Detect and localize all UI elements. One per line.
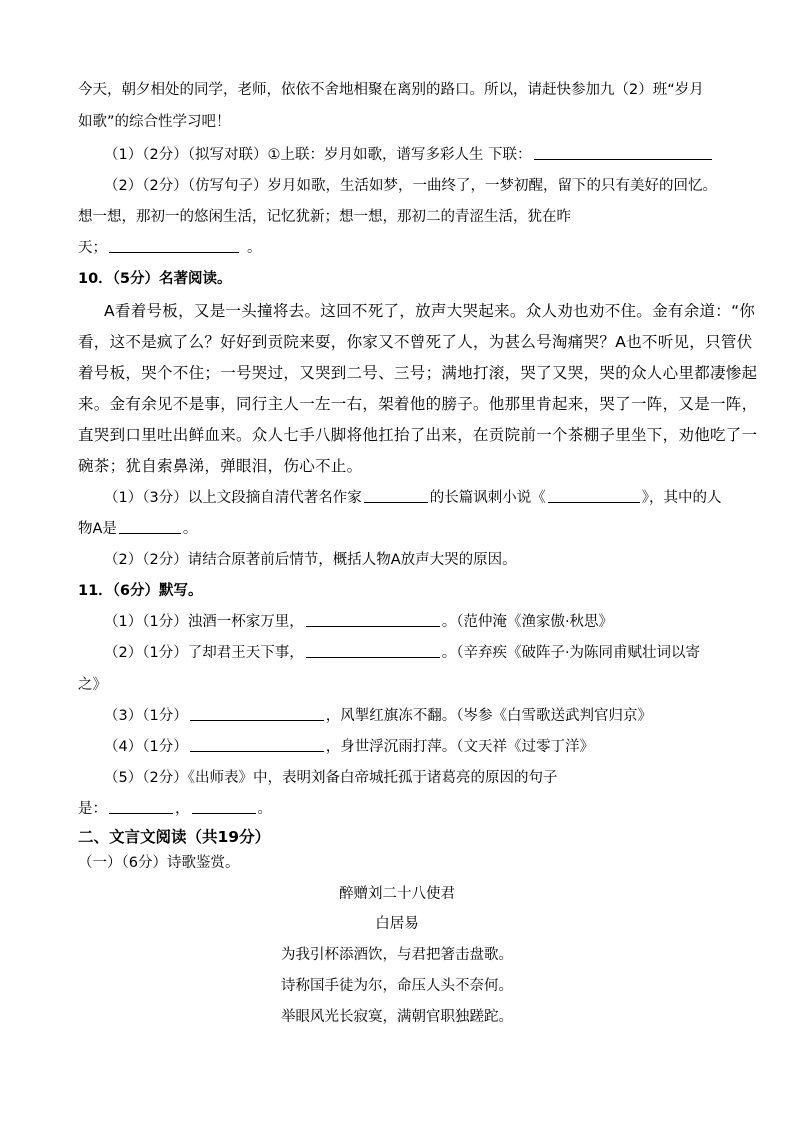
answer-blank[interactable] xyxy=(534,145,712,160)
q10-passage-line: A看着号板，又是一头撞将去。这回不死了，放声大哭起来。众人劝也劝不住。金有余道：“你 xyxy=(104,302,756,320)
q9-part2-line3-pre: 天； xyxy=(78,240,107,256)
q11-item4 xyxy=(104,737,594,757)
q11-item2-post: 。（辛弃疾《破阵子·为陈同甫赋壮词以寄 xyxy=(441,645,701,661)
q11-item3-post: ，风掣红旗冻不翻。（岑参《白雪歌送武判官归京》 xyxy=(325,708,652,724)
intro-line-1: 今天，朝夕相处的同学，老师，依依不舍地相聚在离别的路口。所以，请赶快参加九（2）班“岁月 xyxy=(78,82,704,98)
q9-part2-line1: （2）（2分）（仿写句子）岁月如歌，生活如梦，一曲终了，一梦初醒，留下的只有美好的回忆。 xyxy=(104,178,717,194)
q10-sub1-a: （1）（3分）以上文段摘自清代著名作家 xyxy=(104,490,362,506)
q9-part2-line3 xyxy=(78,238,262,258)
q10-passage-line: 看，这不是疯了么？好好到贡院来耍，你家又不曾死了人，为甚么号淘痛哭？A也不听见，只管伏 xyxy=(78,333,753,351)
section-2-subtitle: （一）（6分）诗歌鉴赏。 xyxy=(78,855,240,871)
q9-part2-line3-post: 。 xyxy=(247,240,262,256)
q10-passage-line: 直哭到口里吐出鲜血来。众人七手八脚将他扛抬了出来，在贡院前一个茶棚子里坐下，劝他吃了一 xyxy=(78,426,758,444)
q10-passage-line: 碗茶；犹自索鼻涕，弹眼泪，伤心不止。 xyxy=(78,457,363,475)
q10-passage-line: 着号板，哭个不住；一号哭过，又哭到二号、三号；满地打滚，哭了又哭，哭的众人心里都凄惨起 xyxy=(78,364,758,382)
poem-line: 诗称国手徒为尔，命压人头不奈何。 xyxy=(281,978,513,994)
answer-blank[interactable] xyxy=(190,737,324,752)
poem-author: 白居易 xyxy=(375,916,419,932)
q11-item4-post: ，身世浮沉雨打萍。（文天祥《过零丁洋》 xyxy=(325,739,594,755)
q11-item3 xyxy=(104,706,652,726)
intro-line-2: 如歌”的综合性学习吧！ xyxy=(78,114,231,130)
answer-blank[interactable] xyxy=(364,488,428,503)
q11-item5: （5）（2分）《出师表》中，表明刘备白帝城托孤于诸葛亮的原因的句子 xyxy=(104,770,558,786)
q10-passage-line: 来。金有余见不是事，同行主人一左一右，架着他的膀子。他那里肯起来，哭了一阵，又是一阵， xyxy=(78,395,758,413)
q11-header: 11．（6分）默写。 xyxy=(78,583,203,599)
q11-item5-answer xyxy=(78,799,272,819)
poem-line: 为我引杯添酒饮，与君把箸击盘歌。 xyxy=(281,947,513,963)
q10-sub1 xyxy=(104,488,721,508)
q11-item1-pre: （1）（1分）浊酒一杯家万里， xyxy=(104,614,304,630)
q10-sub1-b: 的长篇讽刺小说《 xyxy=(429,490,546,506)
answer-blank[interactable] xyxy=(548,488,640,503)
q9-part2-line2: 想一想，那初一的悠闲生活，记忆犹新；想一想，那初二的青涩生活，犹在昨 xyxy=(78,209,571,225)
poem-line: 举眼风光长寂寞，满朝官职独蹉跎。 xyxy=(281,1009,513,1025)
answer-blank[interactable] xyxy=(306,612,440,627)
q10-sub1-cont xyxy=(78,519,197,539)
q11-item2-pre: （2）（1分）了却君王天下事， xyxy=(104,645,304,661)
q11-item2 xyxy=(104,643,700,663)
q11-item4-pre: （4）（1分） xyxy=(104,739,188,755)
answer-blank[interactable] xyxy=(119,519,181,534)
q10-header: 10．（5分）名著阅读。 xyxy=(78,271,232,287)
q10-sub1-c: 》，其中的人 xyxy=(641,490,722,506)
poem-title: 醉赠刘二十八使君 xyxy=(339,886,455,902)
answer-blank[interactable] xyxy=(109,799,173,814)
q11-item1-post: 。（范仲淹《渔家傲·秋思》 xyxy=(441,614,614,630)
q10-sub2: （2）（2分）请结合原著前后情节，概括人物A放声大哭的原因。 xyxy=(104,552,517,568)
q11-item5-pre: 是： xyxy=(78,801,107,817)
q10-sub1-d: 物A是 xyxy=(78,521,117,537)
q11-item2-cont: 之》 xyxy=(78,677,107,693)
q9-part1-text: （1）（2分）（拟写对联）①上联：岁月如歌，谱写多彩人生 下联： xyxy=(104,147,532,163)
answer-blank[interactable] xyxy=(190,706,324,721)
q10-sub1-e: 。 xyxy=(182,521,198,537)
answer-blank[interactable] xyxy=(109,238,239,253)
q11-item5-mid: ， xyxy=(175,801,190,817)
section-2-title: 二、文言文阅读（共19分） xyxy=(78,828,271,846)
q11-item1 xyxy=(104,612,613,632)
answer-blank[interactable] xyxy=(192,799,256,814)
q11-item3-pre: （3）（1分） xyxy=(104,708,188,724)
q11-item5-post: 。 xyxy=(257,801,272,817)
answer-blank[interactable] xyxy=(306,643,440,658)
q9-part1 xyxy=(104,145,714,165)
